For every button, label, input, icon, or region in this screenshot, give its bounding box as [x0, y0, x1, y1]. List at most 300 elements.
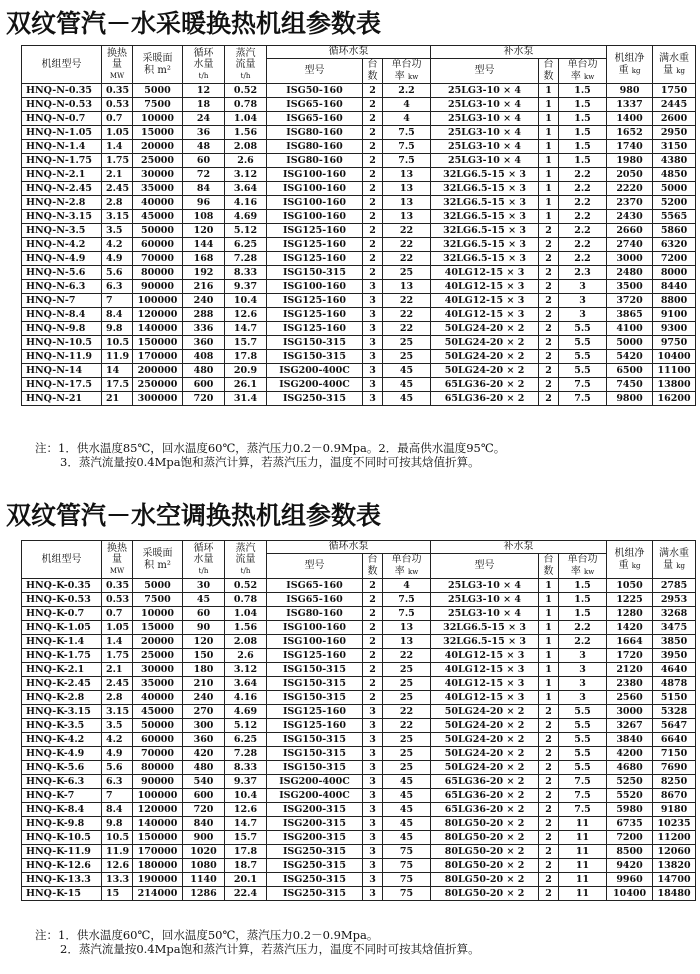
table-cell: HNQ-N-14	[22, 364, 102, 378]
table-row	[22, 887, 696, 901]
table-cell: 11	[559, 831, 607, 845]
table-cell: HNQ-K-3.5	[22, 719, 102, 733]
table-cell: HNQ-N-10.5	[22, 336, 102, 350]
header-circ-power: 单台功 率 kw	[383, 59, 431, 84]
table-cell: ISG80-160	[267, 607, 363, 621]
table-cell: 50000	[133, 719, 183, 733]
table1-title: 双纹管汽－水采暖换热机组参数表	[6, 9, 382, 38]
table-row	[22, 691, 696, 705]
table-cell: 1.5	[559, 126, 607, 140]
table-cell: 3	[559, 308, 607, 322]
header-exchange: 换热 量 MW	[102, 541, 133, 579]
table-cell: 170000	[133, 350, 183, 364]
table-cell: 1	[539, 621, 559, 635]
table-cell: ISG150-315	[267, 336, 363, 350]
table-cell: 9.37	[225, 280, 267, 294]
table-cell: 5.12	[225, 719, 267, 733]
table-cell: 1225	[607, 593, 653, 607]
table-cell: 17.8	[225, 350, 267, 364]
table-cell: 168	[183, 252, 225, 266]
table-row	[22, 238, 696, 252]
table-cell: 2.2	[559, 252, 607, 266]
table-cell: 50LG24-20 × 2	[431, 733, 539, 747]
table-cell: 5.5	[559, 364, 607, 378]
table-cell: 30	[183, 579, 225, 593]
table-cell: 40000	[133, 196, 183, 210]
table-cell: 13	[383, 210, 431, 224]
table-cell: 0.52	[225, 579, 267, 593]
table-cell: 20.1	[225, 873, 267, 887]
table-cell: 1	[539, 677, 559, 691]
table-cell: 7.5	[383, 140, 431, 154]
table-cell: 0.35	[102, 84, 133, 98]
table-cell: 1020	[183, 845, 225, 859]
header-area: 采暖面 积 m²	[133, 46, 183, 84]
table-cell: 4	[383, 112, 431, 126]
table-cell: 90000	[133, 775, 183, 789]
header-makeup-pump: 补水泵	[431, 46, 607, 59]
table-cell: 8.4	[102, 308, 133, 322]
table-cell: 13820	[653, 859, 696, 873]
table-cell: 1	[539, 210, 559, 224]
table-cell: 25LG3-10 × 4	[431, 154, 539, 168]
table-cell: 30000	[133, 168, 183, 182]
table-row	[22, 140, 696, 154]
table-cell: 10.4	[225, 294, 267, 308]
table-cell: 192	[183, 266, 225, 280]
table-cell: 3.5	[102, 224, 133, 238]
table-cell: 25	[383, 266, 431, 280]
table-cell: HNQ-K-0.35	[22, 579, 102, 593]
table-cell: 2220	[607, 182, 653, 196]
header-exchange: 换热 量 MW	[102, 46, 133, 84]
table-cell: 3	[363, 789, 383, 803]
table-cell: 14.7	[225, 817, 267, 831]
table-cell: ISG125-160	[267, 719, 363, 733]
table-cell: 45000	[133, 705, 183, 719]
table-cell: 3	[363, 705, 383, 719]
table-cell: 1.5	[559, 593, 607, 607]
table-cell: 2740	[607, 238, 653, 252]
table-cell: 7500	[133, 98, 183, 112]
table-cell: 5980	[607, 803, 653, 817]
table-cell: 13.3	[102, 873, 133, 887]
table-cell: 6.3	[102, 775, 133, 789]
table-cell: 2380	[607, 677, 653, 691]
table-cell: ISG200-315	[267, 803, 363, 817]
table-cell: 3.15	[102, 210, 133, 224]
table-cell: 9.37	[225, 775, 267, 789]
table-cell: ISG200-315	[267, 817, 363, 831]
table-cell: ISG100-160	[267, 621, 363, 635]
table-row	[22, 817, 696, 831]
table-cell: HNQ-N-4.2	[22, 238, 102, 252]
table-cell: 10400	[653, 350, 696, 364]
table-cell: 2120	[607, 663, 653, 677]
table-cell: 2.3	[559, 266, 607, 280]
table-cell: 84	[183, 182, 225, 196]
table-cell: 6.25	[225, 238, 267, 252]
table-cell: 25LG3-10 × 4	[431, 579, 539, 593]
table-cell: 2	[539, 238, 559, 252]
table-cell: 3	[363, 350, 383, 364]
table-cell: 1.5	[559, 579, 607, 593]
table-row	[22, 845, 696, 859]
table-cell: 840	[183, 817, 225, 831]
table-cell: 90000	[133, 280, 183, 294]
table-cell: 1400	[607, 112, 653, 126]
table-cell: 300000	[133, 392, 183, 406]
table-row	[22, 112, 696, 126]
table-cell: 5200	[653, 196, 696, 210]
table-cell: 1050	[607, 579, 653, 593]
table-cell: 420	[183, 747, 225, 761]
table-cell: 6320	[653, 238, 696, 252]
table-cell: 2	[539, 845, 559, 859]
table-cell: 1	[539, 140, 559, 154]
table-cell: 1	[539, 126, 559, 140]
table-cell: 65LG36-20 × 2	[431, 803, 539, 817]
table-cell: 2	[363, 677, 383, 691]
table-cell: ISG100-160	[267, 280, 363, 294]
table-cell: 8500	[607, 845, 653, 859]
table-cell: 5150	[653, 691, 696, 705]
table-cell: ISG200-400C	[267, 378, 363, 392]
table-cell: 10000	[133, 607, 183, 621]
table-cell: 214000	[133, 887, 183, 901]
table-cell: 1420	[607, 621, 653, 635]
table-cell: HNQ-N-2.8	[22, 196, 102, 210]
table-cell: HNQ-K-4.9	[22, 747, 102, 761]
table-cell: 2.45	[102, 182, 133, 196]
table-cell: 7	[102, 789, 133, 803]
table-cell: 3	[559, 677, 607, 691]
table-cell: 3000	[607, 705, 653, 719]
table-row	[22, 747, 696, 761]
table-cell: 40LG12-15 × 3	[431, 308, 539, 322]
table-cell: HNQ-N-2.45	[22, 182, 102, 196]
table-cell: 35000	[133, 677, 183, 691]
table-cell: 7150	[653, 747, 696, 761]
table-cell: 2	[539, 294, 559, 308]
table-cell: 15.7	[225, 336, 267, 350]
table-cell: 4.9	[102, 252, 133, 266]
table-cell: 3	[363, 803, 383, 817]
table-cell: 22	[383, 294, 431, 308]
table-cell: 2	[363, 252, 383, 266]
table-cell: 40LG12-15 × 3	[431, 266, 539, 280]
table-cell: 13800	[653, 378, 696, 392]
table-cell: 3475	[653, 621, 696, 635]
table-cell: 3	[363, 322, 383, 336]
table-cell: 1652	[607, 126, 653, 140]
table-cell: 18480	[653, 887, 696, 901]
table-cell: 25	[383, 350, 431, 364]
table-cell: 24	[183, 112, 225, 126]
note-line: 3．蒸汽流量按0.4Mpa饱和蒸汽计算，若蒸汽压力，温度不同时可按其焓值折算。	[60, 455, 480, 469]
table-cell: 120	[183, 635, 225, 649]
header-full-weight: 满水重 量 kg	[653, 541, 696, 579]
table-row	[22, 621, 696, 635]
table-cell: HNQ-K-15	[22, 887, 102, 901]
table-cell: 1	[539, 98, 559, 112]
table-cell: HNQ-N-1.4	[22, 140, 102, 154]
table-cell: 2953	[653, 593, 696, 607]
table-cell: 2	[363, 579, 383, 593]
table-row	[22, 593, 696, 607]
table-row	[22, 663, 696, 677]
table-cell: 3.15	[102, 705, 133, 719]
table-cell: 5.5	[559, 350, 607, 364]
table-cell: 65LG36-20 × 2	[431, 378, 539, 392]
table-cell: 60	[183, 607, 225, 621]
table-cell: 4.69	[225, 705, 267, 719]
table-cell: 4380	[653, 154, 696, 168]
table-cell: 2	[363, 210, 383, 224]
table-cell: 22	[383, 308, 431, 322]
table-cell: 6500	[607, 364, 653, 378]
table-cell: 12060	[653, 845, 696, 859]
table-cell: HNQ-N-4.9	[22, 252, 102, 266]
table-cell: 7.5	[559, 775, 607, 789]
table-cell: 70000	[133, 747, 183, 761]
table-cell: 250000	[133, 378, 183, 392]
table-cell: ISG50-160	[267, 84, 363, 98]
table-row	[22, 182, 696, 196]
table-cell: 8.4	[102, 803, 133, 817]
table-cell: 2.2	[383, 84, 431, 98]
table-cell: 25	[383, 677, 431, 691]
table-cell: 2	[363, 238, 383, 252]
table-cell: 60000	[133, 733, 183, 747]
table-cell: 65LG36-20 × 2	[431, 392, 539, 406]
header-area: 采暖面 积 m²	[133, 541, 183, 579]
table-cell: 2.2	[559, 621, 607, 635]
table-cell: HNQ-K-1.05	[22, 621, 102, 635]
table-row	[22, 705, 696, 719]
table-cell: 150000	[133, 336, 183, 350]
table-cell: 0.35	[102, 579, 133, 593]
table-cell: 5.5	[559, 322, 607, 336]
table-cell: 1	[539, 635, 559, 649]
table-cell: 20000	[133, 635, 183, 649]
table-cell: 10400	[607, 887, 653, 901]
table-cell: 8440	[653, 280, 696, 294]
table-cell: 170000	[133, 845, 183, 859]
table-cell: 7.5	[559, 803, 607, 817]
table-cell: 1750	[653, 84, 696, 98]
table-cell: 1	[539, 112, 559, 126]
table-cell: 1740	[607, 140, 653, 154]
header-makeup-model: 型号	[431, 554, 539, 579]
table-cell: 4100	[607, 322, 653, 336]
table-cell: 3	[363, 761, 383, 775]
table-cell: 2785	[653, 579, 696, 593]
table-cell: 2	[539, 859, 559, 873]
table-row	[22, 761, 696, 775]
table-cell: 9.8	[102, 817, 133, 831]
table-cell: 11	[559, 817, 607, 831]
table-cell: 3865	[607, 308, 653, 322]
header-circ-power: 单台功 率 kw	[383, 554, 431, 579]
table-cell: 1	[539, 84, 559, 98]
table-cell: 3.12	[225, 663, 267, 677]
table-row	[22, 84, 696, 98]
table-cell: 11.9	[102, 845, 133, 859]
table-cell: HNQ-N-17.5	[22, 378, 102, 392]
table2-notes	[35, 928, 480, 956]
table-cell: 22	[383, 649, 431, 663]
table-cell: 3	[363, 873, 383, 887]
table-cell: 50LG24-20 × 2	[431, 350, 539, 364]
table-cell: 12.6	[102, 859, 133, 873]
table-cell: 7200	[653, 252, 696, 266]
table-cell: 1286	[183, 887, 225, 901]
table-cell: 150	[183, 649, 225, 663]
table-cell: 25	[383, 761, 431, 775]
table-row	[22, 294, 696, 308]
table-cell: ISG250-315	[267, 873, 363, 887]
table-cell: HNQ-K-5.6	[22, 761, 102, 775]
table-cell: 8800	[653, 294, 696, 308]
table-cell: 5565	[653, 210, 696, 224]
table-cell: ISG100-160	[267, 635, 363, 649]
table-cell: HNQ-K-2.1	[22, 663, 102, 677]
table-cell: 50LG24-20 × 2	[431, 336, 539, 350]
table-cell: 4.2	[102, 733, 133, 747]
table-cell: 9420	[607, 859, 653, 873]
table-cell: 1	[539, 168, 559, 182]
table-cell: 180	[183, 663, 225, 677]
table-cell: 100000	[133, 294, 183, 308]
table-cell: ISG150-315	[267, 747, 363, 761]
table-cell: 2	[363, 168, 383, 182]
table-cell: 2.08	[225, 140, 267, 154]
table1-notes	[35, 441, 505, 469]
table-cell: 2	[539, 308, 559, 322]
table-cell: 50000	[133, 224, 183, 238]
table-cell: ISG150-315	[267, 691, 363, 705]
table-cell: 144	[183, 238, 225, 252]
table-cell: 75	[383, 887, 431, 901]
table-cell: 2.2	[559, 224, 607, 238]
header-makeup-pump: 补水泵	[431, 541, 607, 554]
table-cell: 60000	[133, 238, 183, 252]
table-cell: 25	[383, 691, 431, 705]
table-cell: 45000	[133, 210, 183, 224]
table-cell: 45	[383, 817, 431, 831]
table-cell: 140000	[133, 817, 183, 831]
table-cell: 1.04	[225, 112, 267, 126]
table1-header-row-1	[22, 46, 696, 59]
heating-spec-table	[21, 45, 696, 406]
table-cell: HNQ-K-6.3	[22, 775, 102, 789]
table-cell: HNQ-K-11.9	[22, 845, 102, 859]
table-cell: 70000	[133, 252, 183, 266]
table-cell: 1.5	[559, 84, 607, 98]
table-cell: 2	[363, 266, 383, 280]
table-cell: 80LG50-20 × 2	[431, 873, 539, 887]
table-cell: HNQ-K-1.75	[22, 649, 102, 663]
table-cell: 50LG24-20 × 2	[431, 322, 539, 336]
table-cell: 22	[383, 252, 431, 266]
table-cell: 48	[183, 140, 225, 154]
table-cell: ISG250-315	[267, 845, 363, 859]
table-cell: 50LG24-20 × 2	[431, 761, 539, 775]
table-cell: HNQ-N-0.7	[22, 112, 102, 126]
table-cell: 13	[383, 182, 431, 196]
table-cell: 120	[183, 224, 225, 238]
table-cell: 2	[363, 691, 383, 705]
table-cell: 4680	[607, 761, 653, 775]
table-cell: HNQ-K-2.8	[22, 691, 102, 705]
table-cell: 7.5	[559, 378, 607, 392]
table-cell: 2	[539, 280, 559, 294]
table-cell: 32LG6.5-15 × 3	[431, 196, 539, 210]
header-model: 机组型号	[22, 541, 102, 579]
table-cell: HNQ-K-7	[22, 789, 102, 803]
table-cell: 288	[183, 308, 225, 322]
table-row	[22, 775, 696, 789]
table-cell: 9750	[653, 336, 696, 350]
table-cell: 480	[183, 761, 225, 775]
table-cell: 2660	[607, 224, 653, 238]
table-cell: 80LG50-20 × 2	[431, 887, 539, 901]
table-cell: 2	[363, 663, 383, 677]
table-cell: 3	[363, 817, 383, 831]
table-cell: 2	[363, 635, 383, 649]
table-cell: 9100	[653, 308, 696, 322]
table-cell: 408	[183, 350, 225, 364]
table-cell: 2.8	[102, 196, 133, 210]
table-row	[22, 322, 696, 336]
table-cell: 2	[539, 224, 559, 238]
table-cell: 45	[383, 789, 431, 803]
table-cell: 45	[383, 364, 431, 378]
table-row	[22, 579, 696, 593]
table2-title: 双纹管汽－水空调换热机组参数表	[6, 501, 382, 530]
table-cell: ISG125-160	[267, 294, 363, 308]
table-cell: 1.4	[102, 635, 133, 649]
table-cell: 15000	[133, 621, 183, 635]
table-cell: 980	[607, 84, 653, 98]
table-cell: 3	[363, 719, 383, 733]
table-cell: 75	[383, 873, 431, 887]
table-cell: 100000	[133, 789, 183, 803]
table-cell: 12	[183, 84, 225, 98]
table-row	[22, 789, 696, 803]
table-cell: 40LG12-15 × 3	[431, 691, 539, 705]
table-cell: 240	[183, 294, 225, 308]
table-cell: 4.2	[102, 238, 133, 252]
header-circ-count: 台 数	[363, 59, 383, 84]
table-cell: 3.12	[225, 168, 267, 182]
table-cell: 22	[383, 224, 431, 238]
table-cell: 7.5	[383, 154, 431, 168]
table-cell: 2	[539, 873, 559, 887]
table-cell: 3	[363, 859, 383, 873]
table-cell: ISG100-160	[267, 182, 363, 196]
table-cell: 65LG36-20 × 2	[431, 789, 539, 803]
table-cell: HNQ-N-1.75	[22, 154, 102, 168]
table-cell: 22	[383, 719, 431, 733]
table-cell: 45	[383, 803, 431, 817]
table-cell: 5.5	[559, 719, 607, 733]
table-cell: 8000	[653, 266, 696, 280]
table-cell: HNQ-N-5.6	[22, 266, 102, 280]
table-cell: 2	[539, 775, 559, 789]
table-cell: HNQ-K-4.2	[22, 733, 102, 747]
